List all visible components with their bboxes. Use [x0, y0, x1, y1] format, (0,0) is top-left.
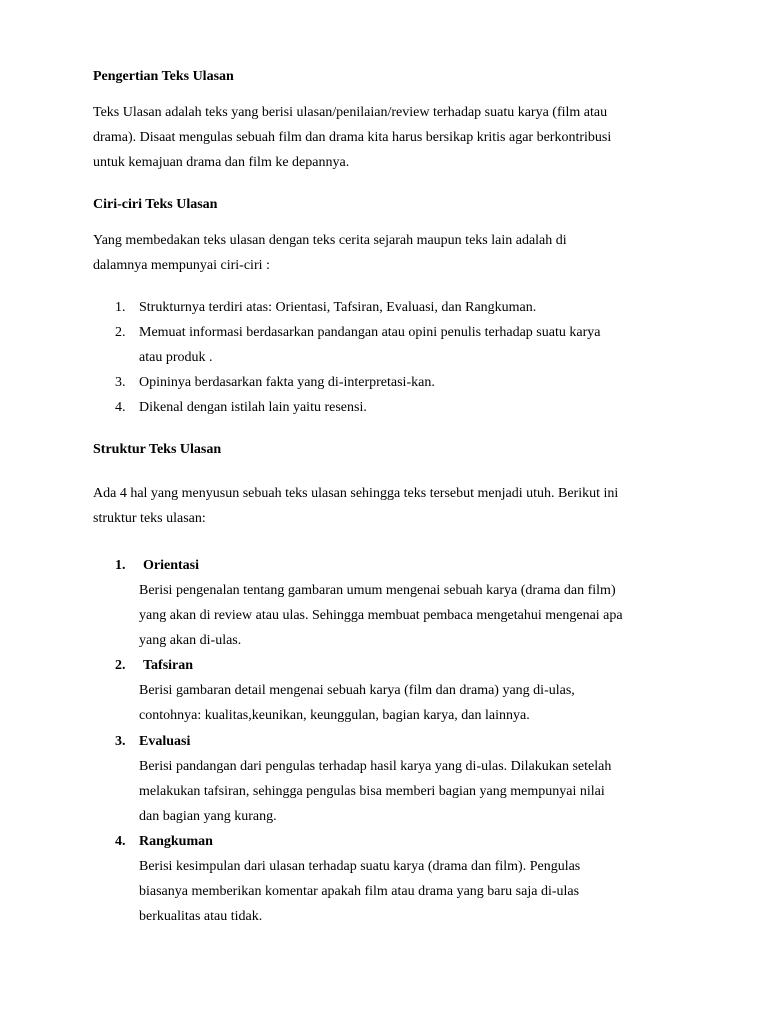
- paragraph-pengertian: [93, 100, 683, 175]
- structure-item-rangkuman: [115, 829, 685, 929]
- list-number: 3.: [115, 375, 126, 390]
- paragraph-line: Ada 4 hal yang menyusun sebuah teks ulasan sehingga teks tersebut menjadi utuh. Berikut ini: [93, 486, 619, 501]
- structure-item-title: Evaluasi: [139, 734, 191, 749]
- structure-item-text: Berisi pengenalan tentang gambaran umum mengenai sebuah karya (drama dan film): [139, 583, 616, 598]
- heading-ciri-ciri: Ciri-ciri Teks Ulasan: [93, 197, 218, 212]
- structure-item-text: Berisi kesimpulan dari ulasan terhadap suatu karya (drama dan film). Pengulas: [139, 859, 581, 874]
- structure-item-orientasi: [115, 553, 685, 653]
- heading-struktur: Struktur Teks Ulasan: [93, 442, 222, 457]
- list-number: 2.: [115, 658, 126, 673]
- structure-item-text: Berisi gambaran detail mengenai sebuah karya (film dan drama) yang di-ulas,: [139, 683, 575, 698]
- structure-item-tafsiran: [115, 653, 685, 728]
- structure-item-text: yang akan di-ulas.: [139, 633, 242, 648]
- list-number: 1.: [115, 300, 126, 315]
- list-item-text: Opininya berdasarkan fakta yang di-interpretasi-kan.: [139, 375, 435, 390]
- structure-item-title: Orientasi: [143, 558, 199, 573]
- paragraph-line: drama). Disaat mengulas sebuah film dan drama kita harus bersikap kritis agar berkontribusi: [93, 130, 612, 145]
- list-number: 4.: [115, 400, 126, 415]
- structure-item-text: Berisi pandangan dari pengulas terhadap hasil karya yang di-ulas. Dilakukan setelah: [139, 759, 612, 774]
- structure-item-title: Tafsiran: [143, 658, 194, 673]
- paragraph-line: untuk kemajuan drama dan film ke depannya.: [93, 155, 350, 170]
- structure-item-text: berkualitas atau tidak.: [139, 909, 263, 924]
- structure-item-text: biasanya memberikan komentar apakah film atau drama yang baru saja di-ulas: [139, 884, 580, 899]
- list-item-text: Memuat informasi berdasarkan pandangan atau opini penulis terhadap suatu karya: [139, 325, 601, 340]
- paragraph-line: Teks Ulasan adalah teks yang berisi ulasan/penilaian/review terhadap suatu karya (film atau: [93, 105, 608, 120]
- list-item: [115, 395, 685, 420]
- list-item: [115, 370, 685, 395]
- paragraph-struktur-intro: [93, 481, 683, 531]
- structure-item-text: melakukan tafsiran, sehingga pengulas bisa memberi bagian yang mempunyai nilai: [139, 784, 605, 799]
- list-item-text: Strukturnya terdiri atas: Orientasi, Tafsiran, Evaluasi, dan Rangkuman.: [139, 300, 537, 315]
- list-item-text: Dikenal dengan istilah lain yaitu resensi.: [139, 400, 367, 415]
- list-number: 4.: [115, 834, 126, 849]
- structure-item-title: Rangkuman: [139, 834, 213, 849]
- list-number: 1.: [115, 558, 126, 573]
- list-item: [115, 295, 685, 320]
- list-number: 3.: [115, 734, 126, 749]
- list-number: 2.: [115, 325, 126, 340]
- paragraph-line: Yang membedakan teks ulasan dengan teks cerita sejarah maupun teks lain adalah di: [93, 233, 567, 248]
- paragraph-line: dalamnya mempunyai ciri-ciri :: [93, 258, 270, 273]
- structure-item-text: yang akan di review atau ulas. Sehingga membuat pembaca mengetahui mengenai apa: [139, 608, 623, 623]
- structure-item-text: dan bagian yang kurang.: [139, 809, 277, 824]
- paragraph-ciri-intro: [93, 228, 683, 278]
- list-item: [115, 320, 685, 370]
- structure-item-evaluasi: [115, 729, 685, 829]
- paragraph-line: struktur teks ulasan:: [93, 511, 206, 526]
- list-item-text: atau produk .: [139, 350, 213, 365]
- heading-pengertian: Pengertian Teks Ulasan: [93, 69, 234, 84]
- structure-item-text: contohnya: kualitas,keunikan, keunggulan, bagian karya, dan lainnya.: [139, 708, 530, 723]
